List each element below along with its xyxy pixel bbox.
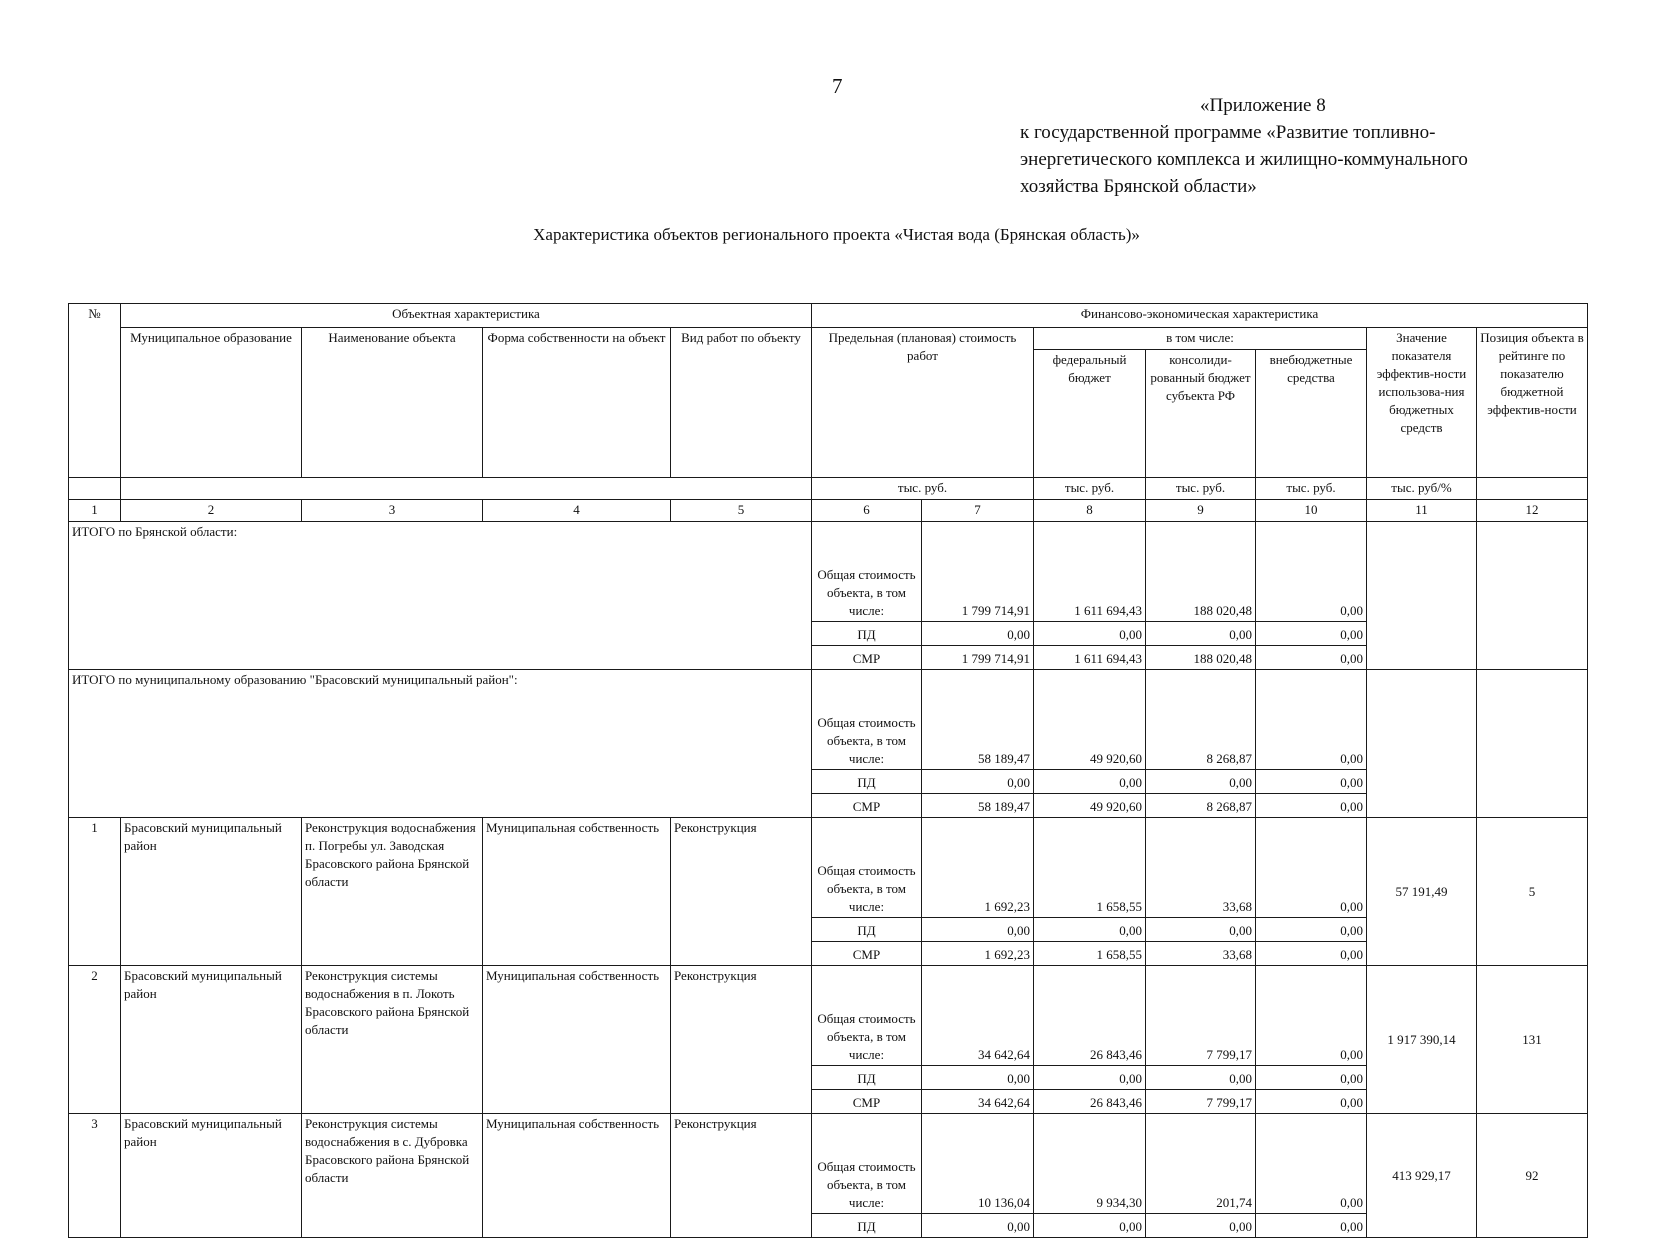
cost-value: 34 642,64 — [922, 1090, 1034, 1114]
header-federal-budget: федеральный бюджет — [1034, 350, 1146, 478]
unit-extrabudget: тыс. руб. — [1256, 478, 1367, 500]
appendix-note — [1020, 92, 1468, 200]
cost-value: 0,00 — [922, 770, 1034, 794]
extrabudget-value: 0,00 — [1256, 942, 1367, 966]
federal-value: 0,00 — [1034, 1214, 1146, 1238]
smr-label: СМР — [812, 1090, 922, 1114]
cost-value: 0,00 — [922, 1066, 1034, 1090]
extrabudget-value: 0,00 — [1256, 794, 1367, 818]
pd-label: ПД — [812, 1066, 922, 1090]
extrabudget-value: 0,00 — [1256, 918, 1367, 942]
consolidated-value: 0,00 — [1146, 1214, 1256, 1238]
object-rating: 5 — [1477, 818, 1588, 966]
pd-label: ПД — [812, 1214, 922, 1238]
header-object-name: Наименование объекта — [302, 328, 483, 478]
header-including: в том числе: — [1034, 328, 1367, 350]
cost-value: 1 692,23 — [922, 942, 1034, 966]
object-row — [69, 818, 1588, 918]
header-consolidated-budget: консолиди-рованный бюджет субъекта РФ — [1146, 350, 1256, 478]
column-number: 1 — [69, 500, 121, 522]
federal-value: 26 843,46 — [1034, 966, 1146, 1066]
column-number: 3 — [302, 500, 483, 522]
cost-value: 0,00 — [922, 918, 1034, 942]
efficiency-empty — [1367, 670, 1477, 818]
object-number: 2 — [69, 966, 121, 1114]
object-efficiency: 1 917 390,14 — [1367, 966, 1477, 1114]
total-label: ИТОГО по Брянской области: — [69, 522, 812, 670]
total-cost-label: Общая стоимость объекта, в том числе: — [812, 1114, 922, 1214]
total-row — [69, 670, 1588, 770]
cost-value: 0,00 — [922, 622, 1034, 646]
page-number: 7 — [832, 74, 843, 98]
object-row — [69, 1114, 1588, 1214]
header-ownership: Форма собственности на объект — [483, 328, 671, 478]
federal-value: 1 658,55 — [1034, 818, 1146, 918]
units-empty — [69, 478, 121, 500]
object-efficiency: 413 929,17 — [1367, 1114, 1477, 1238]
consolidated-value: 188 020,48 — [1146, 522, 1256, 622]
object-municipality: Брасовский муниципальный район — [121, 1114, 302, 1238]
cost-value: 1 799 714,91 — [922, 646, 1034, 670]
object-name: Реконструкция системы водоснабжения в п. Локоть Брасовского района Брянской области — [302, 966, 483, 1114]
efficiency-empty — [1367, 522, 1477, 670]
object-name: Реконструкция водоснабжения п. Погребы ул. Заводская Брасовского района Брянской области — [302, 818, 483, 966]
column-number: 4 — [483, 500, 671, 522]
consolidated-value: 188 020,48 — [1146, 646, 1256, 670]
federal-value: 0,00 — [1034, 622, 1146, 646]
column-number: 8 — [1034, 500, 1146, 522]
unit-federal: тыс. руб. — [1034, 478, 1146, 500]
column-number: 6 — [812, 500, 922, 522]
header-work-type: Вид работ по объекту — [671, 328, 812, 478]
header-municipality: Муниципальное образование — [121, 328, 302, 478]
object-ownership: Муниципальная собственность — [483, 818, 671, 966]
object-municipality: Брасовский муниципальный район — [121, 966, 302, 1114]
object-rating: 131 — [1477, 966, 1588, 1114]
extrabudget-value: 0,00 — [1256, 670, 1367, 770]
pd-label: ПД — [812, 918, 922, 942]
total-row — [69, 522, 1588, 622]
federal-value: 49 920,60 — [1034, 670, 1146, 770]
federal-value: 1 611 694,43 — [1034, 522, 1146, 622]
total-cost-label: Общая стоимость объекта, в том числе: — [812, 670, 922, 770]
object-name: Реконструкция системы водоснабжения в с. Дубровка Брасовского района Брянской области — [302, 1114, 483, 1238]
document-title: Характеристика объектов регионального проекта «Чистая вода (Брянская область)» — [533, 225, 1140, 244]
header-financial-characteristic: Финансово-экономическая характеристика — [812, 304, 1588, 328]
object-rating: 92 — [1477, 1114, 1588, 1238]
cost-value: 58 189,47 — [922, 794, 1034, 818]
column-number: 7 — [922, 500, 1034, 522]
extrabudget-value: 0,00 — [1256, 1214, 1367, 1238]
appendix-title: «Приложение 8 — [1200, 95, 1326, 116]
extrabudget-value: 0,00 — [1256, 1114, 1367, 1214]
extrabudget-value: 0,00 — [1256, 646, 1367, 670]
total-cost-label: Общая стоимость объекта, в том числе: — [812, 966, 922, 1066]
header-object-characteristic: Объектная характеристика — [121, 304, 812, 328]
column-number: 2 — [121, 500, 302, 522]
smr-label: СМР — [812, 942, 922, 966]
object-row — [69, 966, 1588, 1066]
column-number: 11 — [1367, 500, 1477, 522]
extrabudget-value: 0,00 — [1256, 1090, 1367, 1114]
consolidated-value: 0,00 — [1146, 622, 1256, 646]
total-cost-label: Общая стоимость объекта, в том числе: — [812, 522, 922, 622]
appendix-line: энергетического комплекса и жилищно-коммунального — [1020, 149, 1468, 170]
column-number: 12 — [1477, 500, 1588, 522]
consolidated-value: 8 268,87 — [1146, 670, 1256, 770]
object-ownership: Муниципальная собственность — [483, 966, 671, 1114]
federal-value: 26 843,46 — [1034, 1090, 1146, 1114]
units-empty — [1477, 478, 1588, 500]
object-work-type: Реконструкция — [671, 966, 812, 1114]
consolidated-value: 0,00 — [1146, 1066, 1256, 1090]
column-number: 10 — [1256, 500, 1367, 522]
federal-value: 9 934,30 — [1034, 1114, 1146, 1214]
consolidated-value: 201,74 — [1146, 1114, 1256, 1214]
cost-value: 0,00 — [922, 1214, 1034, 1238]
federal-value: 1 658,55 — [1034, 942, 1146, 966]
cost-value: 1 692,23 — [922, 818, 1034, 918]
unit-cost: тыс. руб. — [812, 478, 1034, 500]
units-empty — [121, 478, 812, 500]
object-work-type: Реконструкция — [671, 1114, 812, 1238]
extrabudget-value: 0,00 — [1256, 522, 1367, 622]
consolidated-value: 7 799,17 — [1146, 1090, 1256, 1114]
extrabudget-value: 0,00 — [1256, 622, 1367, 646]
consolidated-value: 33,68 — [1146, 942, 1256, 966]
consolidated-value: 0,00 — [1146, 770, 1256, 794]
extrabudget-value: 0,00 — [1256, 966, 1367, 1066]
consolidated-value: 8 268,87 — [1146, 794, 1256, 818]
objects-table-wrapper — [68, 303, 1588, 1238]
total-cost-label: Общая стоимость объекта, в том числе: — [812, 818, 922, 918]
header-efficiency: Значение показателя эффектив-ности использова-ния бюджетных средств — [1367, 328, 1477, 478]
appendix-line: к государственной программе «Развитие топливно- — [1020, 122, 1436, 143]
column-number: 5 — [671, 500, 812, 522]
header-extrabudget: внебюджетные средства — [1256, 350, 1367, 478]
appendix-line: хозяйства Брянской области» — [1020, 176, 1257, 197]
consolidated-value: 0,00 — [1146, 918, 1256, 942]
cost-value: 1 799 714,91 — [922, 522, 1034, 622]
object-number: 1 — [69, 818, 121, 966]
column-number: 9 — [1146, 500, 1256, 522]
consolidated-value: 7 799,17 — [1146, 966, 1256, 1066]
federal-value: 0,00 — [1034, 770, 1146, 794]
federal-value: 0,00 — [1034, 918, 1146, 942]
object-municipality: Брасовский муниципальный район — [121, 818, 302, 966]
cost-value: 10 136,04 — [922, 1114, 1034, 1214]
rating-empty — [1477, 522, 1588, 670]
consolidated-value: 33,68 — [1146, 818, 1256, 918]
extrabudget-value: 0,00 — [1256, 770, 1367, 794]
extrabudget-value: 0,00 — [1256, 818, 1367, 918]
header-rating: Позиция объекта в рейтинге по показателю бюджетной эффектив-ности — [1477, 328, 1588, 478]
pd-label: ПД — [812, 770, 922, 794]
smr-label: СМР — [812, 646, 922, 670]
federal-value: 1 611 694,43 — [1034, 646, 1146, 670]
rating-empty — [1477, 670, 1588, 818]
object-ownership: Муниципальная собственность — [483, 1114, 671, 1238]
table-body — [69, 304, 1588, 1238]
object-work-type: Реконструкция — [671, 818, 812, 966]
smr-label: СМР — [812, 794, 922, 818]
extrabudget-value: 0,00 — [1256, 1066, 1367, 1090]
object-efficiency: 57 191,49 — [1367, 818, 1477, 966]
federal-value: 49 920,60 — [1034, 794, 1146, 818]
unit-efficiency: тыс. руб/% — [1367, 478, 1477, 500]
objects-table — [68, 303, 1588, 1238]
pd-label: ПД — [812, 622, 922, 646]
object-number: 3 — [69, 1114, 121, 1238]
header-max-cost: Предельная (плановая) стоимость работ — [812, 328, 1034, 478]
total-label: ИТОГО по муниципальному образованию "Брасовский муниципальный район": — [69, 670, 812, 818]
unit-consolidated: тыс. руб. — [1146, 478, 1256, 500]
cost-value: 34 642,64 — [922, 966, 1034, 1066]
header-no: № — [69, 304, 121, 478]
cost-value: 58 189,47 — [922, 670, 1034, 770]
federal-value: 0,00 — [1034, 1066, 1146, 1090]
